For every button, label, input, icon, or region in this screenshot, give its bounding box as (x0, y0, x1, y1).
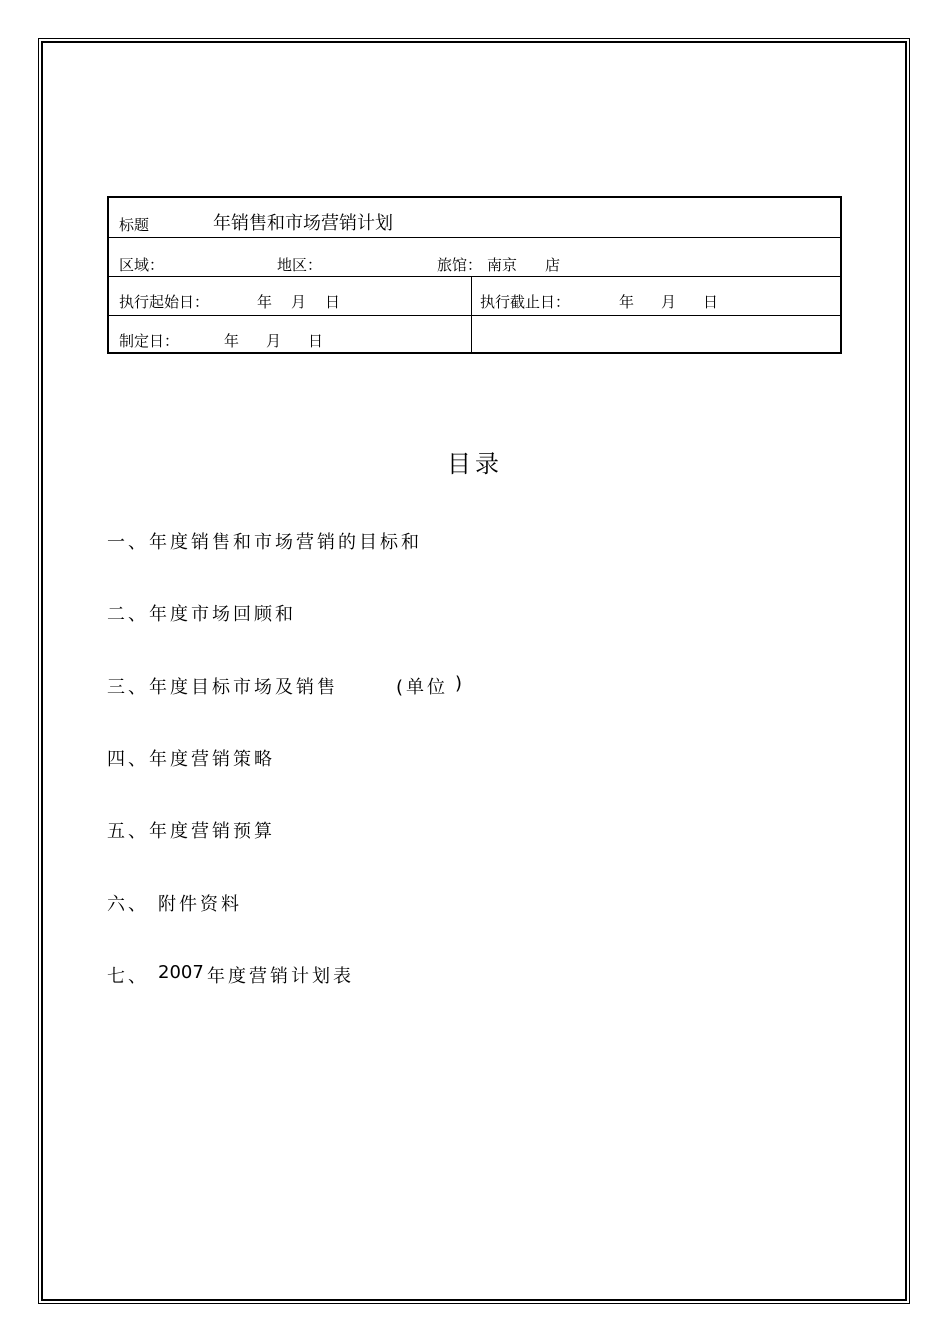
contents-item-7-year: 2007 (158, 962, 204, 983)
made-year: 年 (224, 332, 240, 350)
contents-item-3: 三、年度目标市场及销售 (107, 677, 338, 698)
made-date-label: 制定日： (119, 332, 180, 350)
contents-item-5: 五、年度营销预算 (107, 821, 275, 842)
contents-item-7-detail: 年度营销计划表 (207, 966, 354, 987)
title-row (109, 198, 840, 238)
contents-item-3-unit-open: (单位 (396, 677, 449, 698)
table-column-divider (471, 276, 472, 354)
made-month: 月 (266, 332, 282, 350)
end-month: 月 (661, 293, 677, 311)
region-label: 区域： (119, 256, 165, 274)
end-day: 日 (703, 293, 719, 311)
contents-item-7: 七、 (107, 966, 149, 987)
contents-item-2: 二、年度市场回顾和 (107, 604, 296, 625)
start-year: 年 (257, 293, 273, 311)
contents-item-1: 一、年度销售和市场营销的目标和 (107, 532, 422, 553)
start-month: 月 (291, 293, 307, 311)
hotel-name: 南京 (487, 256, 518, 274)
hotel-suffix: 店 (545, 256, 561, 274)
plan-header-table (107, 196, 842, 354)
hotel-label: 旅馆： (437, 256, 483, 274)
end-year: 年 (619, 293, 635, 311)
district-label: 地区： (277, 256, 323, 274)
contents-heading: 目录 (447, 450, 503, 478)
end-date-label: 执行截止日： (480, 293, 571, 311)
title-label: 标题 (119, 216, 150, 234)
region-row (109, 238, 840, 277)
start-date-label: 执行起始日： (119, 293, 210, 311)
dates-row (109, 277, 840, 316)
plan-title: 年销售和市场营销计划 (213, 213, 393, 234)
made-row (109, 316, 840, 354)
start-day: 日 (325, 293, 341, 311)
made-day: 日 (308, 332, 324, 350)
contents-item-3-unit-close: ) (455, 673, 466, 694)
contents-item-6-detail: 附件资料 (158, 894, 242, 915)
contents-item-4: 四、年度营销策略 (107, 749, 275, 770)
contents-item-6: 六、 (107, 894, 149, 915)
